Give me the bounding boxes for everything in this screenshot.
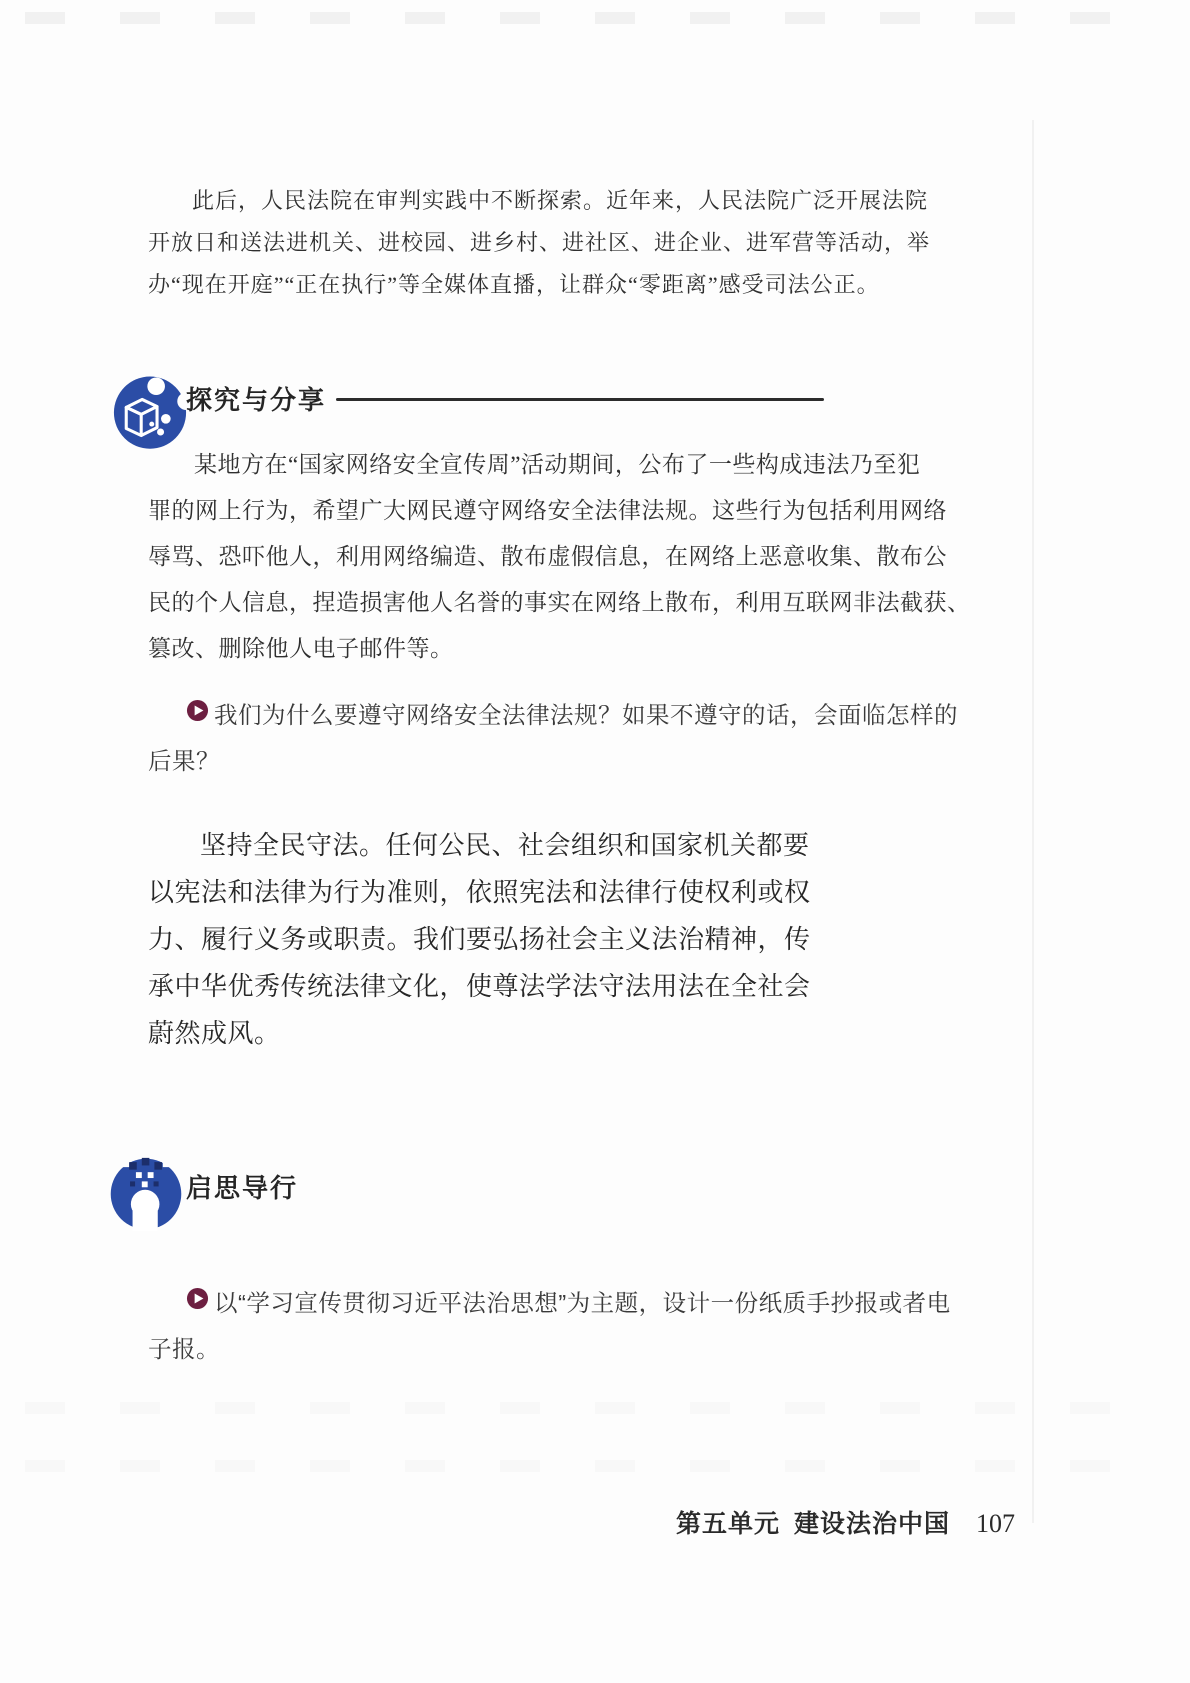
inspire-guide-heading: 启思导行 [186, 1173, 299, 1203]
cube-dots-icon [106, 366, 194, 454]
scan-bleed-mid-2 [25, 1460, 1165, 1472]
scenario-line: 某地方在“国家网络安全宣传周”活动期间，公布了一些构成违法乃至犯 [194, 452, 921, 477]
explore-share-heading: 探究与分享 [186, 385, 327, 415]
main-line: 蔚然成风。 [148, 1019, 281, 1048]
scan-bleed-mid-1 [25, 1402, 1165, 1414]
discussion-question [148, 692, 958, 784]
thinking-head-icon [104, 1152, 188, 1236]
main-line: 力、履行义务或职责。我们要弘扬社会主义法治精神，传 [148, 925, 811, 954]
main-line: 坚持全民守法。任何公民、社会组织和国家机关都要 [200, 831, 810, 860]
footer-page-number: 107 [976, 1509, 1015, 1538]
main-paragraph [148, 822, 811, 1057]
page-footer [595, 1504, 1015, 1540]
heading-rule [336, 398, 824, 401]
question-line: 后果？ [148, 748, 220, 774]
intro-line: 此后，人民法院在审判实践中不断探索。近年来，人民法院广泛开展法院 [192, 188, 929, 213]
inspire-guide-section-icon [104, 1152, 188, 1236]
scan-bleed-top [25, 12, 1165, 24]
scenario-line: 辱骂、恐吓他人，利用网络编造、散布虚假信息，在网络上恶意收集、散布公 [148, 544, 947, 569]
page-edge-shadow [1032, 120, 1034, 1523]
activity-task [148, 1280, 951, 1372]
intro-line: 开放日和送法进机关、进校园、进乡村、进社区、进企业、进军营等活动，举 [148, 230, 931, 255]
footer-unit-label: 第五单元 [675, 1511, 780, 1538]
task-line: 子报。 [148, 1336, 220, 1362]
question-line: 我们为什么要遵守网络安全法律法规？如果不遵守的话，会面临怎样的 [214, 702, 958, 728]
scenario-line: 篡改、删除他人电子邮件等。 [148, 636, 454, 661]
footer-unit-title: 建设法治中国 [793, 1511, 950, 1538]
task-line: 以“学习宣传贯彻习近平法治思想”为主题，设计一份纸质手抄报或者电 [214, 1290, 951, 1316]
intro-line: 办“现在开庭”“正在执行”等全媒体直播，让群众“零距离”感受司法公正。 [148, 272, 880, 297]
scenario-line: 罪的网上行为，希望广大网民遵守网络安全法律法规。这些行为包括利用网络 [148, 498, 947, 523]
main-line: 承中华优秀传统法律文化，使尊法学法守法用法在全社会 [148, 972, 811, 1001]
explore-share-section-icon [106, 366, 194, 454]
intro-paragraph [148, 180, 930, 306]
main-line: 以宪法和法律为行为准则，依照宪法和法律行使权利或权 [148, 878, 811, 907]
scenario-line: 民的个人信息，捏造损害他人名誉的事实在网络上散布，利用互联网非法截获、 [148, 590, 971, 615]
scenario-paragraph [148, 442, 971, 672]
